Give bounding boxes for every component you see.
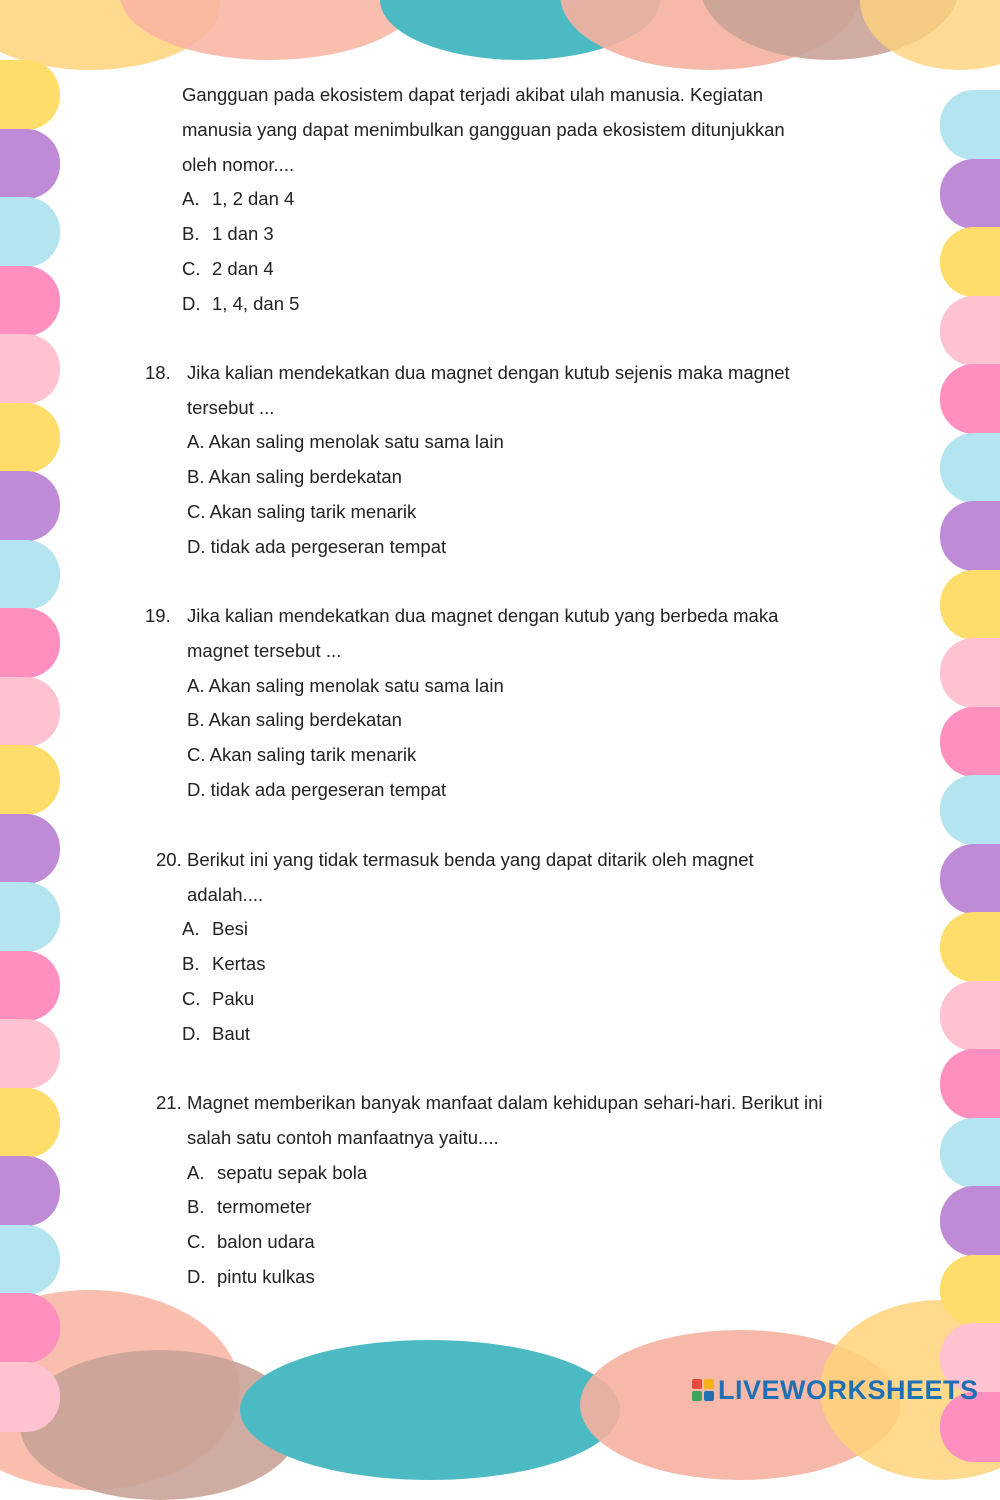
- question-text-line: oleh nomor....: [182, 154, 295, 175]
- option-d: [182, 1023, 250, 1045]
- option-d: D. tidak ada pergeseran tempat: [187, 779, 447, 800]
- question-number: 21.: [156, 1092, 182, 1113]
- option-b: B. Akan saling berdekatan: [187, 466, 402, 487]
- question-text-line: manusia yang dapat menimbulkan gangguan pada ekosistem ditunjukkan: [182, 119, 785, 140]
- question-number: 19.: [145, 605, 171, 626]
- option-text: 2 dan 4: [212, 258, 274, 279]
- option-letter: C.: [182, 988, 201, 1009]
- question-text-line: Magnet memberikan banyak manfaat dalam kehidupan sehari-hari. Berikut ini: [187, 1092, 823, 1113]
- option-letter: D.: [182, 1023, 201, 1044]
- option-c: [182, 258, 274, 280]
- liveworksheets-logo[interactable]: [692, 1376, 979, 1404]
- option-letter: A.: [187, 1162, 205, 1183]
- question-text-line: adalah....: [187, 884, 264, 905]
- option-b: B. Akan saling berdekatan: [187, 709, 402, 730]
- option-c: C. Akan saling tarik menarik: [187, 744, 417, 765]
- option-text: Kertas: [212, 953, 266, 974]
- option-b: [187, 1196, 312, 1218]
- option-text: Paku: [212, 988, 255, 1009]
- question-text-line: Jika kalian mendekatkan dua magnet dengan kutub yang berbeda maka: [187, 605, 779, 626]
- option-letter: C.: [182, 258, 201, 279]
- question-text-line: Berikut ini yang tidak termasuk benda yang dapat ditarik oleh magnet: [187, 849, 754, 870]
- question-text-line: Gangguan pada ekosistem dapat terjadi akibat ulah manusia. Kegiatan: [182, 84, 764, 105]
- option-a: A. Akan saling menolak satu sama lain: [187, 431, 504, 452]
- option-d: D. tidak ada pergeseran tempat: [187, 536, 447, 557]
- option-a: [182, 188, 294, 210]
- option-a: [187, 1162, 367, 1184]
- option-letter: C.: [187, 1231, 206, 1252]
- option-b: [182, 223, 274, 245]
- option-text: 1, 2 dan 4: [212, 188, 295, 209]
- option-text: termometer: [217, 1196, 312, 1217]
- option-letter: B.: [182, 953, 200, 974]
- question-text-line: salah satu contoh manfaatnya yaitu....: [187, 1127, 499, 1148]
- option-c: [187, 1231, 315, 1253]
- option-b: [182, 953, 265, 975]
- question-number: 20.: [156, 849, 182, 870]
- option-text: 1 dan 3: [212, 223, 274, 244]
- option-text: Besi: [212, 918, 248, 939]
- option-d: [187, 1266, 315, 1288]
- option-text: sepatu sepak bola: [217, 1162, 368, 1183]
- option-text: 1, 4, dan 5: [212, 293, 300, 314]
- question-text-line: magnet tersebut ...: [187, 640, 342, 661]
- option-c: [182, 988, 254, 1010]
- option-letter: D.: [182, 293, 201, 314]
- option-text: Baut: [212, 1023, 251, 1044]
- option-letter: B.: [182, 223, 200, 244]
- option-letter: B.: [187, 1196, 205, 1217]
- option-letter: D.: [187, 1266, 206, 1287]
- option-letter: A.: [182, 918, 200, 939]
- option-letter: A.: [182, 188, 200, 209]
- option-a: [182, 918, 248, 940]
- question-number: 18.: [145, 362, 171, 383]
- liveworksheets-logo-icon: [692, 1379, 714, 1401]
- question-text-line: tersebut ...: [187, 397, 275, 418]
- option-a: A. Akan saling menolak satu sama lain: [187, 675, 504, 696]
- option-text: pintu kulkas: [217, 1266, 315, 1287]
- liveworksheets-logo-text: LIVEWORKSHEETS: [718, 1374, 979, 1405]
- option-text: balon udara: [217, 1231, 315, 1252]
- option-c: C. Akan saling tarik menarik: [187, 501, 417, 522]
- option-d: [182, 293, 299, 315]
- question-text-line: Jika kalian mendekatkan dua magnet dengan kutub sejenis maka magnet: [187, 362, 790, 383]
